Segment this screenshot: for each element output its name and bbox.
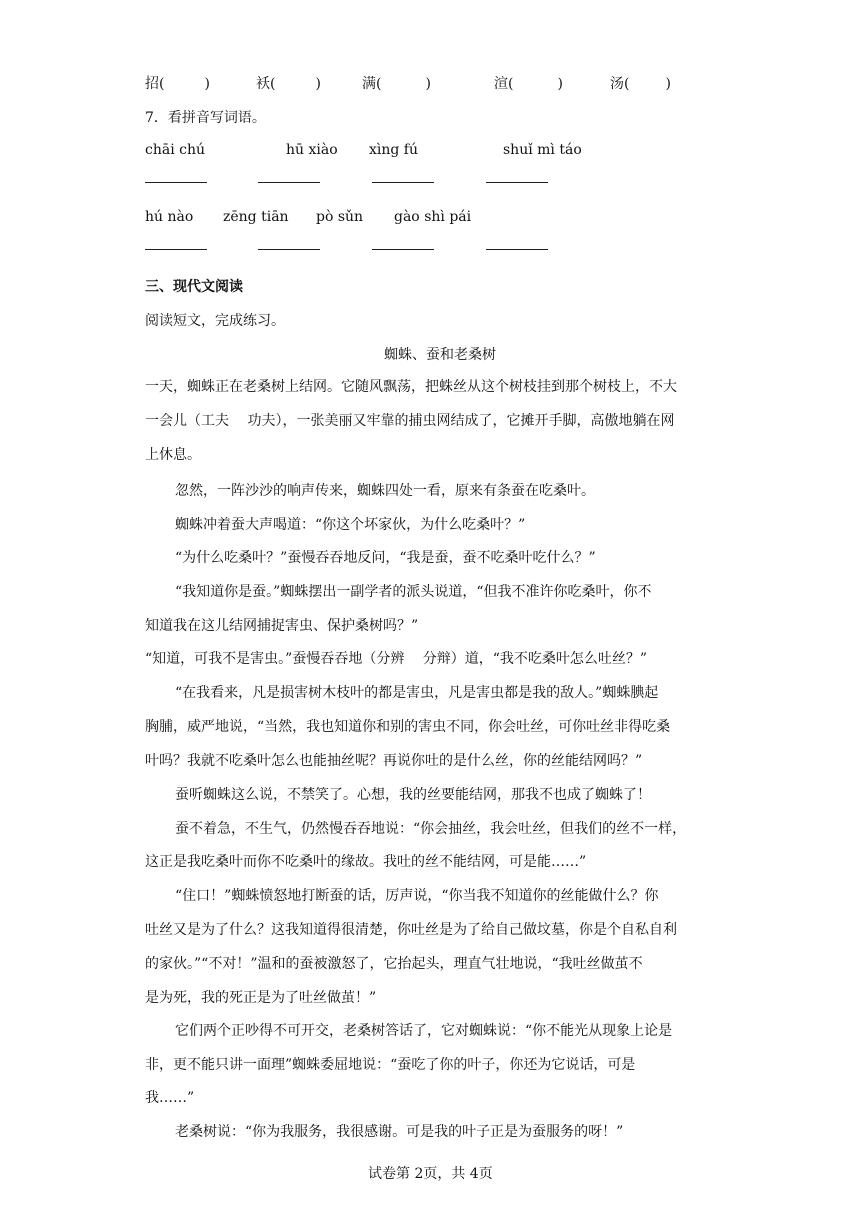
story-line: 它们两个正吵得不可开交，老桑树答话了，它对蜘蛛说：“你不能光从现象上论是 — [175, 1023, 673, 1039]
char-row — [145, 73, 745, 93]
story-line: 蚕不着急，不生气，仍然慢吞吞地说：“你会抽丝，我会吐丝，但我们的丝不一样， — [175, 821, 687, 837]
char-item: 招( ) — [145, 76, 210, 92]
instruction: 阅读短文，完成练习。 — [145, 313, 285, 329]
story-line: 这正是我吃桑叶而你不吃桑叶的缘故。我吐的丝不能结网，可是能……” — [145, 854, 587, 870]
answer-blank[interactable] — [486, 182, 548, 183]
pinyin-word: zēng tiān — [223, 209, 289, 225]
section-heading: 三、现代文阅读 — [145, 279, 243, 295]
answer-blank[interactable] — [145, 249, 207, 250]
page-footer: 试卷第 2页，共 4页 — [368, 1166, 493, 1182]
story-line: 蜘蛛冲着蚕大声喝道：“你这个坏家伙，为什么吃桑叶？” — [175, 517, 526, 533]
char-item: 袄( ) — [256, 76, 321, 92]
story-line: 我……” — [145, 1090, 195, 1106]
char-item: 汤( ) — [610, 76, 671, 92]
char-item: 渲( ) — [494, 76, 563, 92]
pinyin-word: xìng fú — [369, 142, 418, 158]
story-line: “知道，可我不是害虫。”蚕慢吞吞地（分辨 分辩）道，“我不吃桑叶怎么吐丝？” — [145, 651, 648, 667]
story-line: 蚕听蜘蛛这么说，不禁笑了。心想，我的丝要能结网，那我不也成了蜘蛛了！ — [175, 787, 651, 803]
answer-blank[interactable] — [486, 249, 548, 250]
story-line: 非，更不能只讲一面理”蜘蛛委屈地说：“蚕吃了你的叶子，你还为它说话，可是 — [145, 1057, 636, 1073]
story-line: “在我看来，凡是损害树木枝叶的都是害虫，凡是害虫都是我的敌人。”蜘蛛腆起 — [175, 685, 659, 701]
story-line: 叶吗？我就不吃桑叶怎么也能抽丝呢？再说你吐的是什么丝，你的丝能结网吗？” — [145, 753, 643, 769]
story-line: 知道我在这儿结网捕捉害虫、保护桑树吗？” — [145, 618, 419, 634]
answer-blank[interactable] — [372, 249, 434, 250]
pinyin-word: shuǐ mì táo — [503, 142, 582, 158]
story-title: 蜘蛛、蚕和老桑树 — [384, 347, 496, 363]
story-line: 一会儿（工夫 功夫），一张美丽又牢靠的捕虫网结成了，它摊开手脚，高傲地躺在网 — [145, 413, 675, 429]
answer-blank[interactable] — [372, 182, 434, 183]
answer-blank[interactable] — [145, 182, 207, 183]
pinyin-word: chāi chú — [145, 142, 206, 158]
story-line: 上休息。 — [145, 447, 201, 463]
story-line: “我知道你是蚕。”蜘蛛摆出一副学者的派头说道，“但我不准许你吃桑叶，你不 — [175, 584, 652, 600]
answer-blank[interactable] — [258, 182, 320, 183]
story-line: 的家伙。”“不对！”温和的蚕被激怒了，它抬起头，理直气壮地说，“我吐丝做茧不 — [145, 956, 643, 972]
story-line: 是为死，我的死正是为了吐丝做茧！” — [145, 990, 377, 1006]
story-line: “住口！”蜘蛛愤怒地打断蚕的话，厉声说，“你当我不知道你的丝能做什么？你 — [175, 888, 659, 904]
pinyin-word: pò sǔn — [316, 209, 364, 225]
answer-blank[interactable] — [258, 249, 320, 250]
story-line: “为什么吃桑叶？”蚕慢吞吞地反问，“我是蚕，蚕不吃桑叶吃什么？” — [175, 550, 596, 566]
pinyin-word: gào shì pái — [394, 209, 472, 225]
story-line: 一天，蜘蛛正在老桑树上结网。它随风飘荡，把蛛丝从这个树枝挂到那个树枝上，不大 — [145, 379, 677, 395]
story-line: 老桑树说：“你为我服务，我很感谢。可是我的叶子正是为蚕服务的呀！” — [175, 1124, 624, 1140]
story-line: 吐丝又是为了什么？这我知道得很清楚，你吐丝是为了给自己做坟墓，你是个自私自利 — [145, 922, 677, 938]
char-item: 满( ) — [362, 76, 431, 92]
pinyin-word: hū xiào — [286, 142, 338, 158]
pinyin-word: hú nào — [145, 209, 194, 225]
story-line: 胸脯，威严地说，“当然，我也知道你和别的害虫不同，你会吐丝，可你吐丝非得吃桑 — [145, 719, 671, 735]
story-line: 忽然，一阵沙沙的响声传来，蜘蛛四处一看，原来有条蚕在吃桑叶。 — [175, 483, 595, 499]
q7-title: 7．看拼音写词语。 — [145, 110, 266, 126]
